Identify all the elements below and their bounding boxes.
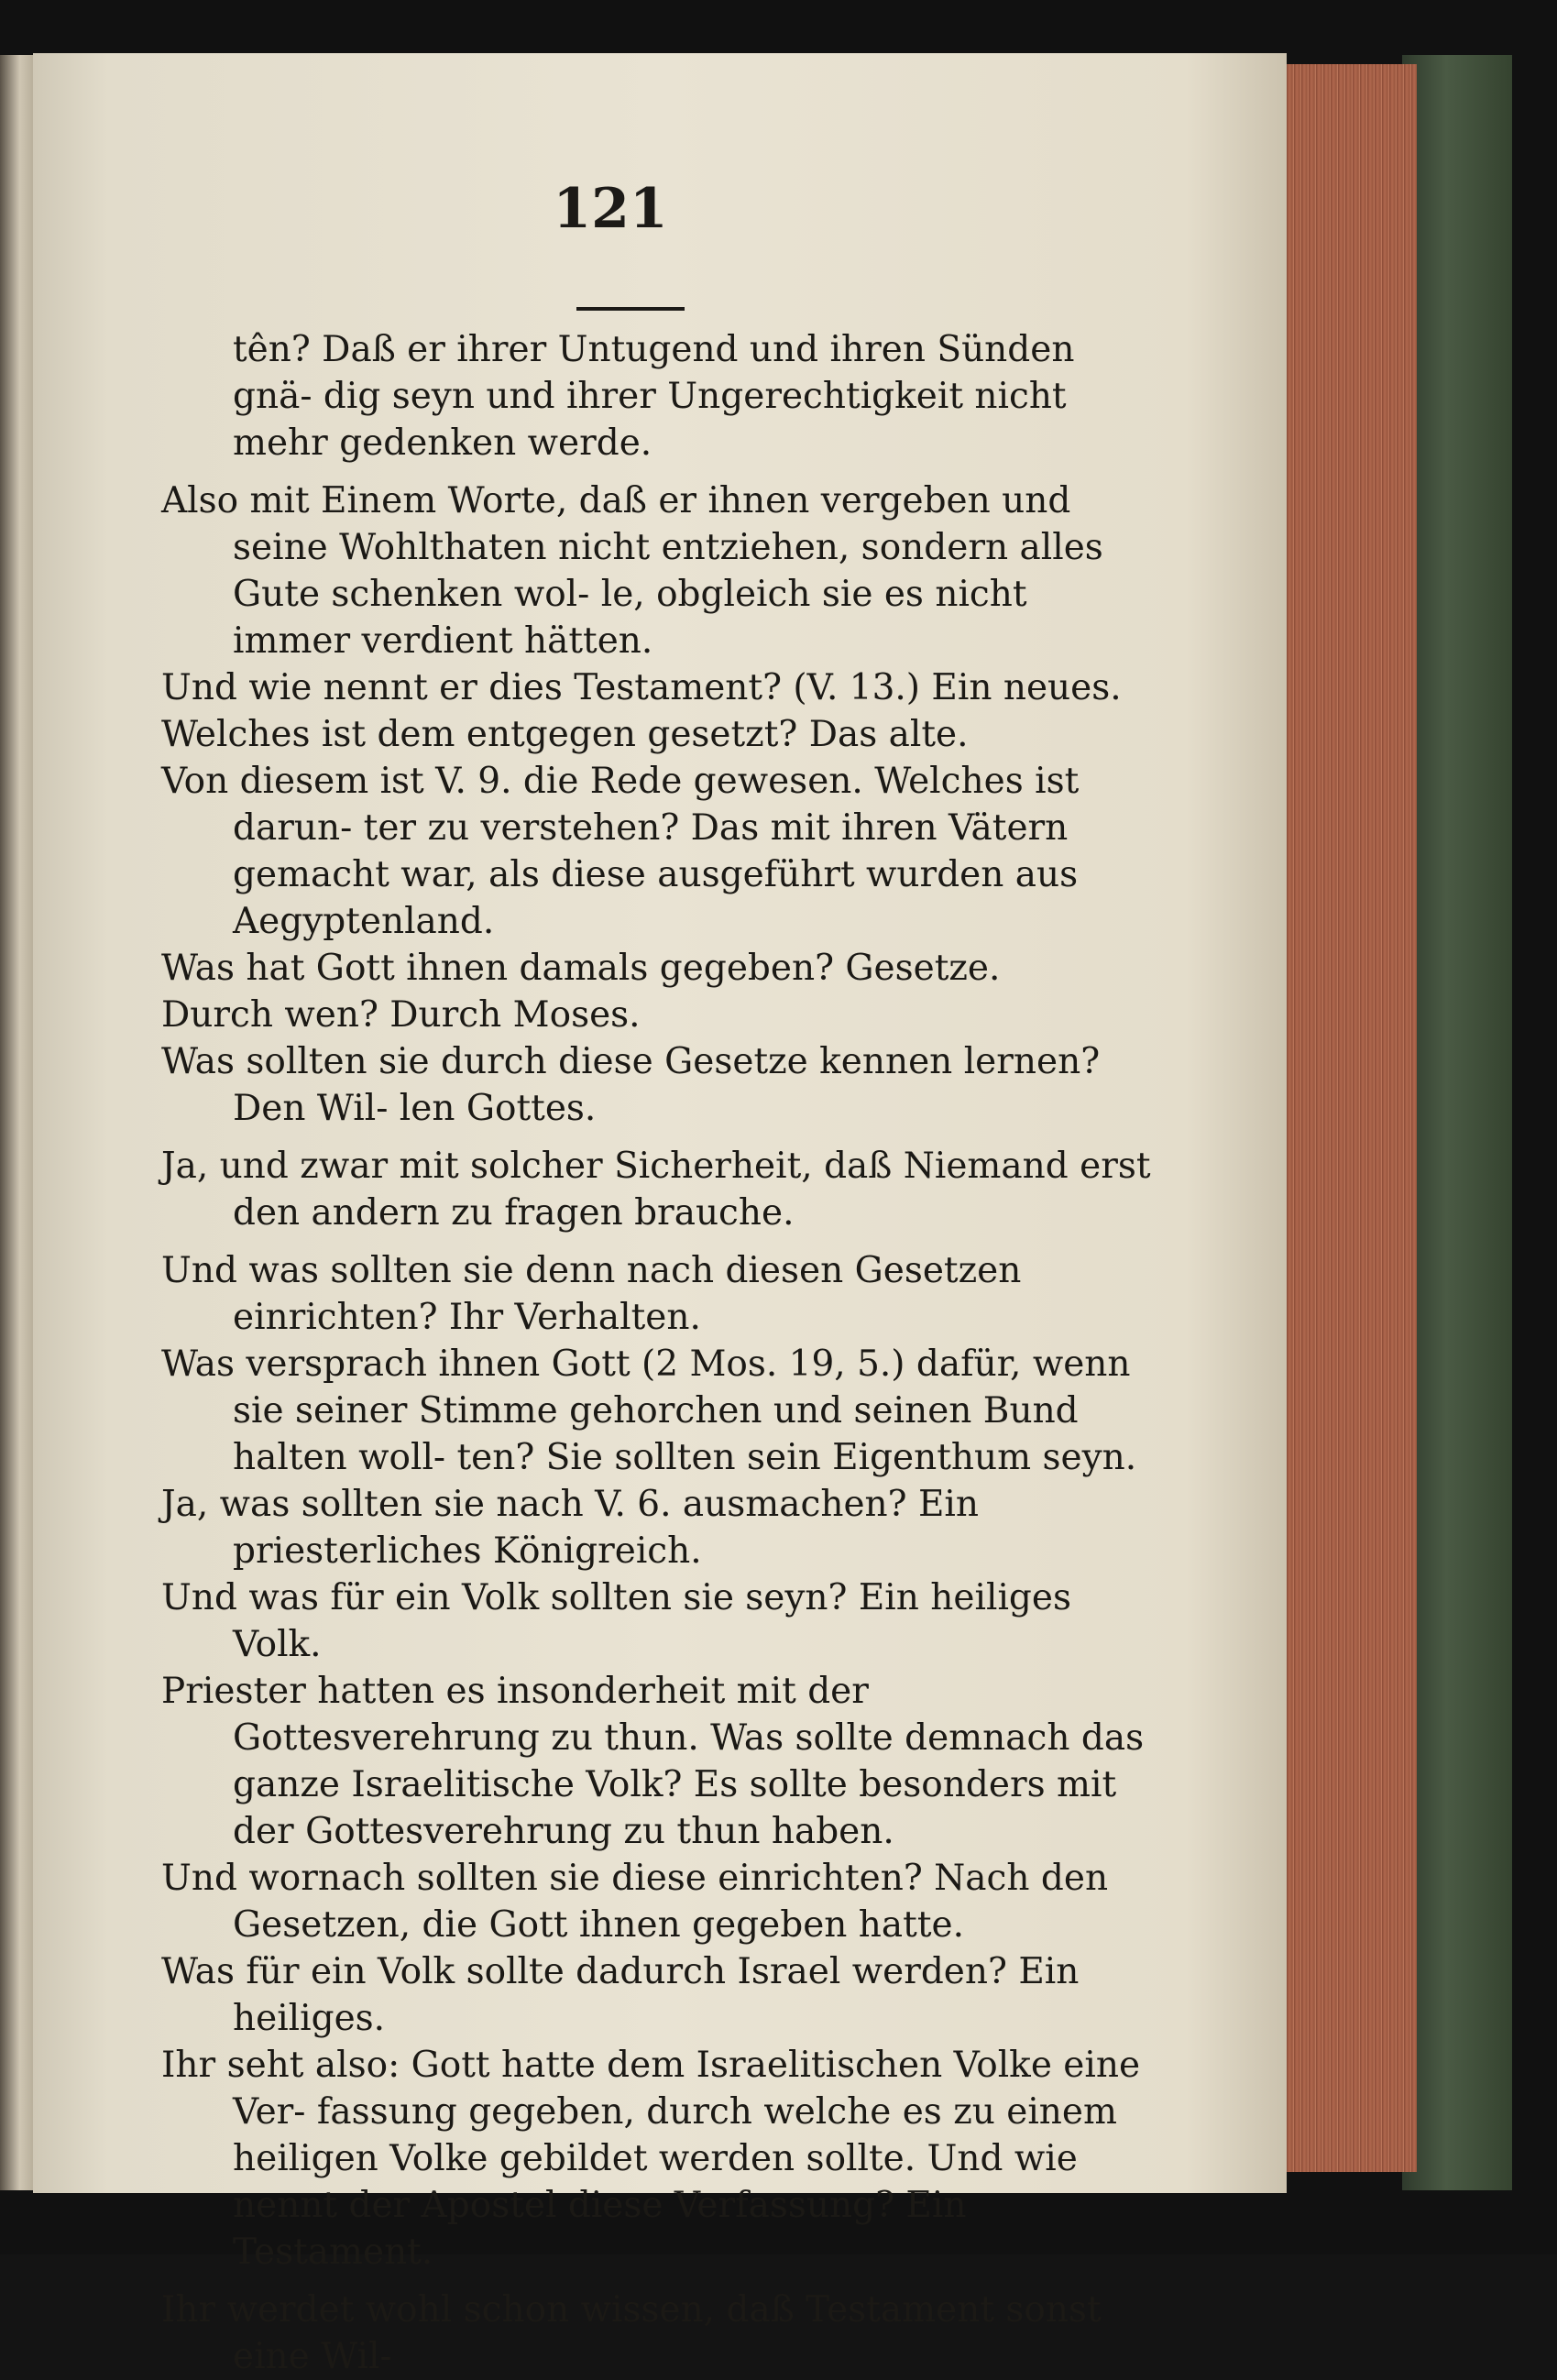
paragraph: Welches ist dem entgegen gesetzt? Das alte. [161, 714, 969, 755]
header-rule [576, 307, 685, 311]
page-text [161, 326, 1151, 2380]
paragraph: Und wie nennt er dies Testament? (V. 13.) Ein neues. [161, 667, 1122, 708]
paragraph: Und was sollten sie denn nach diesen Gesetzen einrichten? Ihr Verhalten. [161, 1250, 1022, 1338]
paragraph: Ihr werdet wohl schon wissen, daß Testament sonst eine Wil- [161, 2289, 1102, 2377]
paragraph: Was hat Gott ihnen damals gegeben? Gesetze. [161, 948, 1001, 989]
paragraph: tên? Daß er ihrer Untugend und ihren Sünden gnä- dig seyn und ihrer Ungerechtigkeit nicht mehr gedenken werde. [233, 329, 1075, 464]
book-page [33, 53, 1287, 2377]
paragraph: Priester hatten es insonderheit mit der Gottesverehrung zu thun. Was sollte demnach das ganze Israelitische Volk? Es sollte besonders mit der Gottesverehrung zu thun haben. [161, 1671, 1145, 1852]
paragraph: Was sollten sie durch diese Gesetze kennen lernen? Den Wil- len Gottes. [161, 1041, 1101, 1129]
book-cover [1402, 55, 1512, 2190]
paragraph: Ihr seht also: Gott hatte dem Israelitischen Volke eine Ver- fassung gegeben, durch welche es zu einem heiligen Volke gebildet werden sollte. Und wie nennt der Apostel diese Verfassung? Ein Testament. [161, 2045, 1141, 2273]
page-block-edge [1274, 64, 1417, 2172]
paragraph: Was für ein Volk sollte dadurch Israel werden? Ein heiliges. [161, 1951, 1080, 2039]
page-number: 121 [553, 177, 668, 241]
paragraph: Ja, was sollten sie nach V. 6. ausmachen? Ein priesterliches Königreich. [161, 1484, 980, 1572]
facing-page-edge [0, 55, 33, 2190]
paragraph: Durch wen? Durch Moses. [161, 994, 641, 1036]
paragraph: Ja, und zwar mit solcher Sicherheit, daß Niemand erst den andern zu fragen brauche. [161, 1146, 1151, 1234]
paragraph: Und was für ein Volk sollten sie seyn? Ein heiliges Volk. [161, 1577, 1071, 1665]
paragraph: Von diesem ist V. 9. die Rede gewesen. Welches ist darun- ter zu verstehen? Das mit ihren Vätern gemacht war, als diese ausgeführt wurden aus Aegyptenland. [161, 761, 1080, 942]
paragraph: Also mit Einem Worte, daß er ihnen vergeben und seine Wohlthaten nicht entziehen, sondern alles Gute schenken wol- le, obgleich sie es nicht immer verdient hätten. [161, 480, 1103, 662]
paragraph: Und wornach sollten sie diese einrichten? Nach den Gesetzen, die Gott ihnen gegeben hatte. [161, 1858, 1109, 1946]
paragraph: Was versprach ihnen Gott (2 Mos. 19, 5.) dafür, wenn sie seiner Stimme gehorchen und seinen Bund halten woll- ten? Sie sollten sein Eigenthum seyn. [161, 1344, 1137, 1478]
